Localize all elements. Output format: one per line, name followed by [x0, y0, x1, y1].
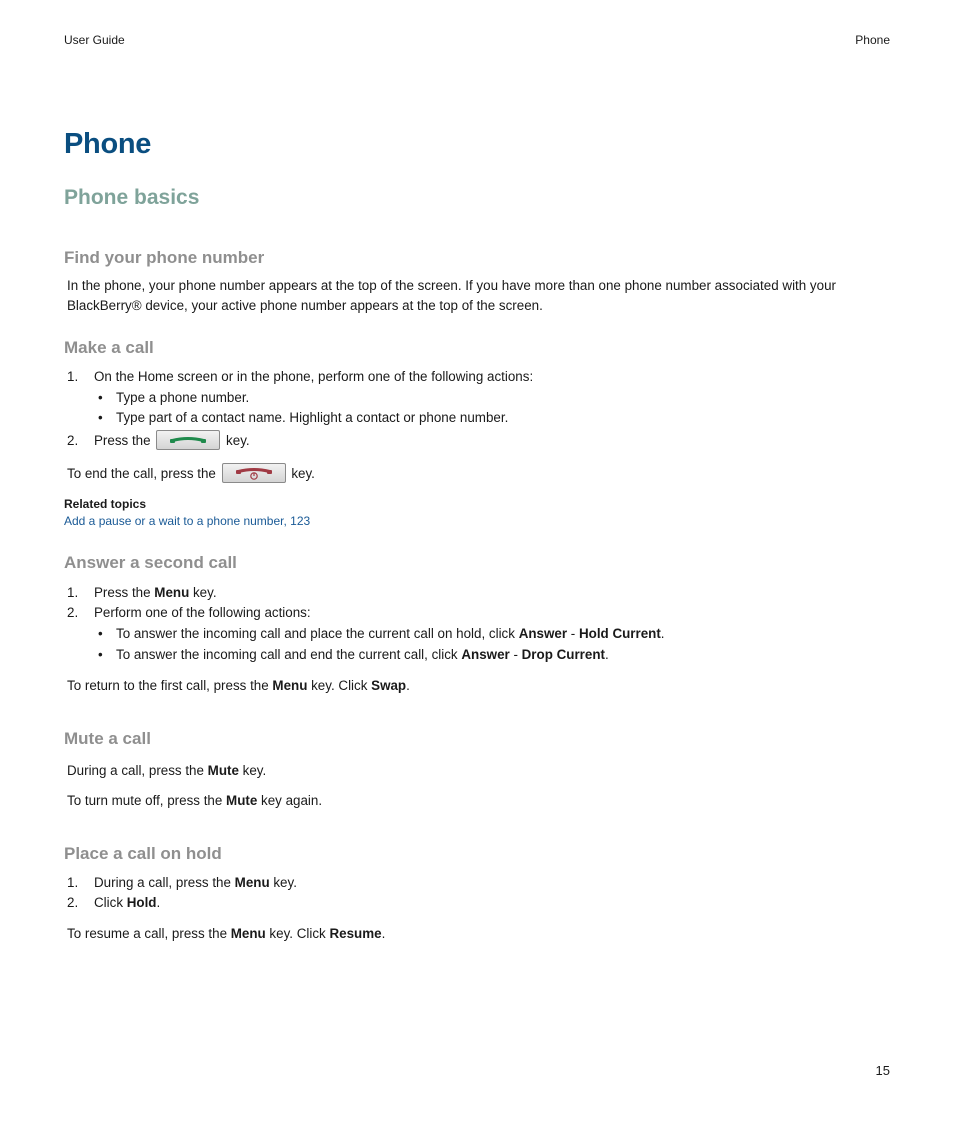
make-bullet-2: Type part of a contact name. Highlight a contact or phone number. [116, 410, 509, 425]
send-key-icon [156, 430, 220, 450]
answer-step-1 [94, 583, 217, 603]
text: Press the [94, 585, 155, 600]
text: . [660, 626, 665, 641]
bold-text: Hold Current [578, 626, 661, 641]
text: key. [189, 585, 217, 600]
text: key. Click [307, 678, 372, 693]
text: To return to the first call, press the [67, 678, 273, 693]
bold-text: Swap [371, 678, 407, 693]
answer-return-text [67, 676, 410, 696]
bullet: • [98, 410, 103, 425]
bold-text: Answer [461, 647, 510, 662]
step-number: 1. [67, 369, 79, 384]
step-number: 1. [67, 585, 79, 600]
answer-step-2: Perform one of the following actions: [94, 605, 311, 620]
heading-find-phone-number: Find your phone number [64, 248, 265, 267]
text: - [509, 647, 522, 662]
text: To turn mute off, press the [67, 793, 227, 808]
section-title: Phone basics [64, 186, 200, 209]
text: To answer the incoming call and place the current call on hold, click [116, 626, 519, 641]
related-topics-title: Related topics [64, 497, 147, 511]
mute-text-2 [67, 791, 322, 811]
bold-text: Hold [126, 895, 157, 910]
make-bullet-1: Type a phone number. [116, 390, 250, 405]
text: key again. [257, 793, 323, 808]
answer-bullet-2 [116, 645, 609, 665]
text: Click [94, 895, 127, 910]
bullet: • [98, 626, 103, 641]
hold-resume-text [67, 924, 385, 944]
step-number: 2. [67, 895, 79, 910]
text: key. [238, 763, 267, 778]
bold-text: Menu [230, 926, 266, 941]
running-header-left: User Guide [64, 33, 125, 47]
bold-text: Mute [226, 793, 258, 808]
bullet: • [98, 390, 103, 405]
text: Press the [94, 433, 151, 448]
text: To resume a call, press the [67, 926, 231, 941]
heading-mute-a-call: Mute a call [64, 729, 151, 748]
text: - [567, 626, 579, 641]
step-number: 2. [67, 605, 79, 620]
make-step-1: On the Home screen or in the phone, perform one of the following actions: [94, 369, 534, 384]
bold-text: Menu [234, 875, 270, 890]
find-text-line2: BlackBerry® device, your active phone number appears at the top of the screen. [67, 298, 543, 313]
heading-answer-second-call: Answer a second call [64, 553, 237, 572]
bold-text: Menu [272, 678, 308, 693]
hold-step-2 [94, 893, 160, 913]
text: key. [291, 466, 315, 481]
make-step-2 [94, 431, 250, 451]
bullet: • [98, 647, 103, 662]
hold-step-1 [94, 873, 297, 893]
heading-place-call-on-hold: Place a call on hold [64, 844, 222, 863]
text: key. Click [265, 926, 330, 941]
text: To answer the incoming call and end the current call, click [116, 647, 462, 662]
text: key. [226, 433, 250, 448]
bold-text: Drop Current [521, 647, 605, 662]
page-title: Phone [64, 128, 152, 160]
step-number: 2. [67, 433, 79, 448]
related-topic-link[interactable]: Add a pause or a wait to a phone number, 123 [64, 514, 311, 528]
text: . [604, 647, 609, 662]
heading-make-a-call: Make a call [64, 338, 154, 357]
text: . [381, 926, 386, 941]
text: During a call, press the [94, 875, 235, 890]
text: . [156, 895, 161, 910]
running-header-right: Phone [855, 33, 890, 47]
step-number: 1. [67, 875, 79, 890]
bold-text: Resume [329, 926, 382, 941]
answer-bullet-1 [116, 624, 665, 644]
mute-text-1 [67, 761, 266, 781]
find-text-line1: In the phone, your phone number appears at the top of the screen. If you have more than one phone number associated with your [67, 278, 836, 293]
text: key. [269, 875, 297, 890]
page-number: 15 [875, 1063, 890, 1078]
bold-text: Mute [207, 763, 239, 778]
text: . [406, 678, 410, 693]
text: To end the call, press the [67, 466, 216, 481]
end-key-icon [222, 463, 286, 483]
bold-text: Answer [518, 626, 568, 641]
text: During a call, press the [67, 763, 208, 778]
end-call-text [67, 464, 315, 484]
bold-text: Menu [154, 585, 190, 600]
